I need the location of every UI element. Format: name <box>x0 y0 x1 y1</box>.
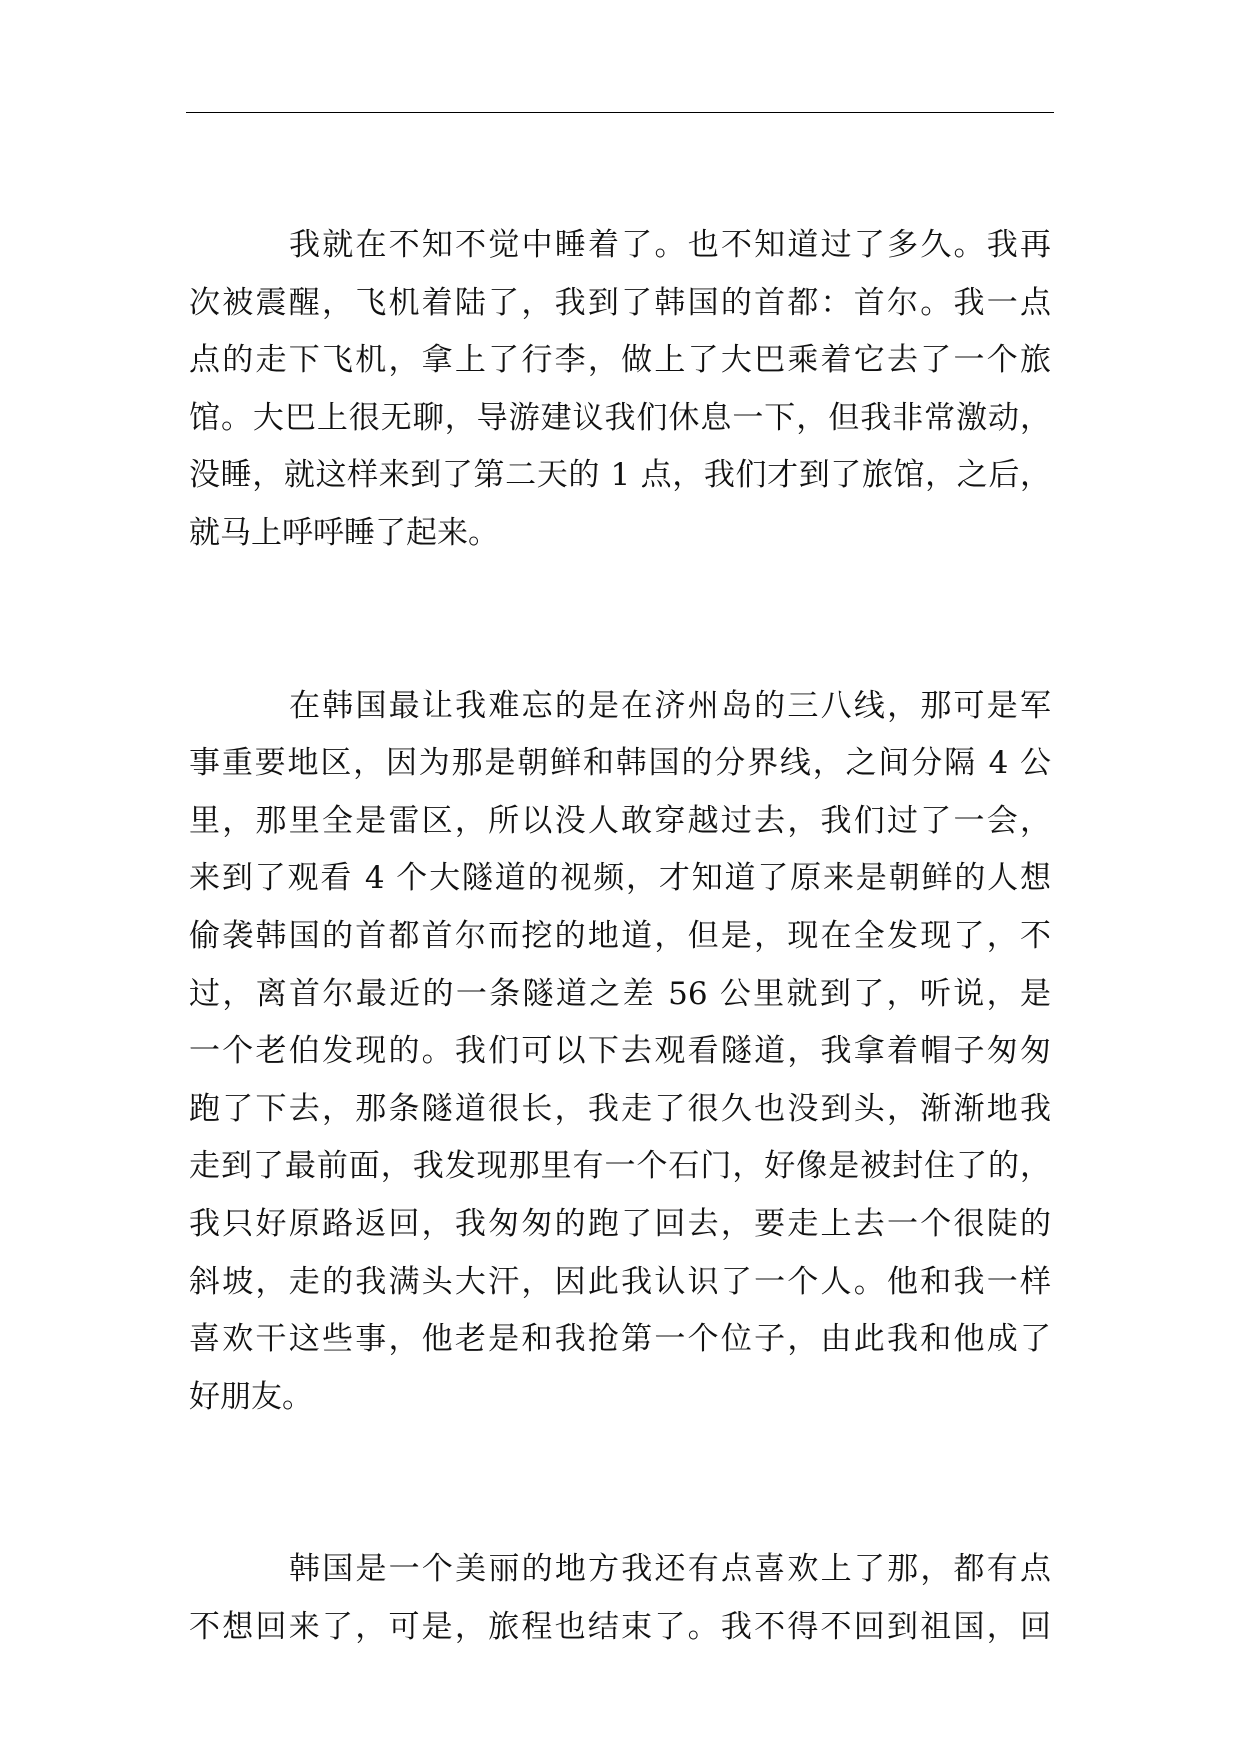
text-line: 我只好原路返回，我匆匆的跑了回去，要走上去一个很陡的 <box>189 1205 1051 1242</box>
text-line: 里，那里全是雷区，所以没人敢穿越过去，我们过了一会， <box>189 802 1051 839</box>
text-line: 次被震醒，飞机着陆了，我到了韩国的首都：首尔。我一点 <box>189 284 1051 321</box>
header-rule <box>186 112 1054 113</box>
text-line: 跑了下去，那条隧道很长，我走了很久也没到头，渐渐地我 <box>189 1090 1051 1127</box>
text-line: 过，离首尔最近的一条隧道之差 56 公里就到了，听说，是 <box>189 975 1051 1012</box>
text-line: 在韩国最让我难忘的是在济州岛的三八线，那可是军 <box>289 687 1051 724</box>
paragraph-2 <box>189 678 1051 1427</box>
text-line: 喜欢干这些事，他老是和我抢第一个位子，由此我和他成了 <box>189 1321 1051 1358</box>
text-line: 馆。大巴上很无聊，导游建议我们休息一下，但我非常激动， <box>189 399 1051 436</box>
paragraph-1 <box>189 217 1051 563</box>
text-line: 点的走下飞机，拿上了行李，做上了大巴乘着它去了一个旅 <box>189 342 1051 379</box>
text-line: 没睡，就这样来到了第二天的 1 点，我们才到了旅馆，之后， <box>189 457 1051 494</box>
paragraph-spacer <box>189 563 1051 678</box>
text-line: 不想回来了，可是，旅程也结束了。我不得不回到祖国，回 <box>189 1608 1051 1645</box>
paragraph-3 <box>189 1541 1051 1656</box>
paragraph-spacer <box>189 1426 1051 1541</box>
text-line: 走到了最前面，我发现那里有一个石门，好像是被封住了的， <box>189 1148 1051 1185</box>
text-line: 来到了观看 4 个大隧道的视频，才知道了原来是朝鲜的人想 <box>189 860 1051 897</box>
text-line: 就马上呼呼睡了起来。 <box>189 514 499 551</box>
document-body <box>189 217 1051 1656</box>
text-line: 斜坡，走的我满头大汗，因此我认识了一个人。他和我一样 <box>189 1263 1051 1300</box>
text-line: 韩国是一个美丽的地方我还有点喜欢上了那，都有点 <box>289 1551 1051 1588</box>
text-line: 事重要地区，因为那是朝鲜和韩国的分界线，之间分隔 4 公 <box>189 745 1051 782</box>
text-line: 我就在不知不觉中睡着了。也不知道过了多久。我再 <box>289 227 1051 263</box>
text-line: 一个老伯发现的。我们可以下去观看隧道，我拿着帽子匆匆 <box>189 1033 1051 1070</box>
text-line: 偷袭韩国的首都首尔而挖的地道，但是，现在全发现了，不 <box>189 917 1051 954</box>
text-line: 好朋友。 <box>189 1378 313 1415</box>
